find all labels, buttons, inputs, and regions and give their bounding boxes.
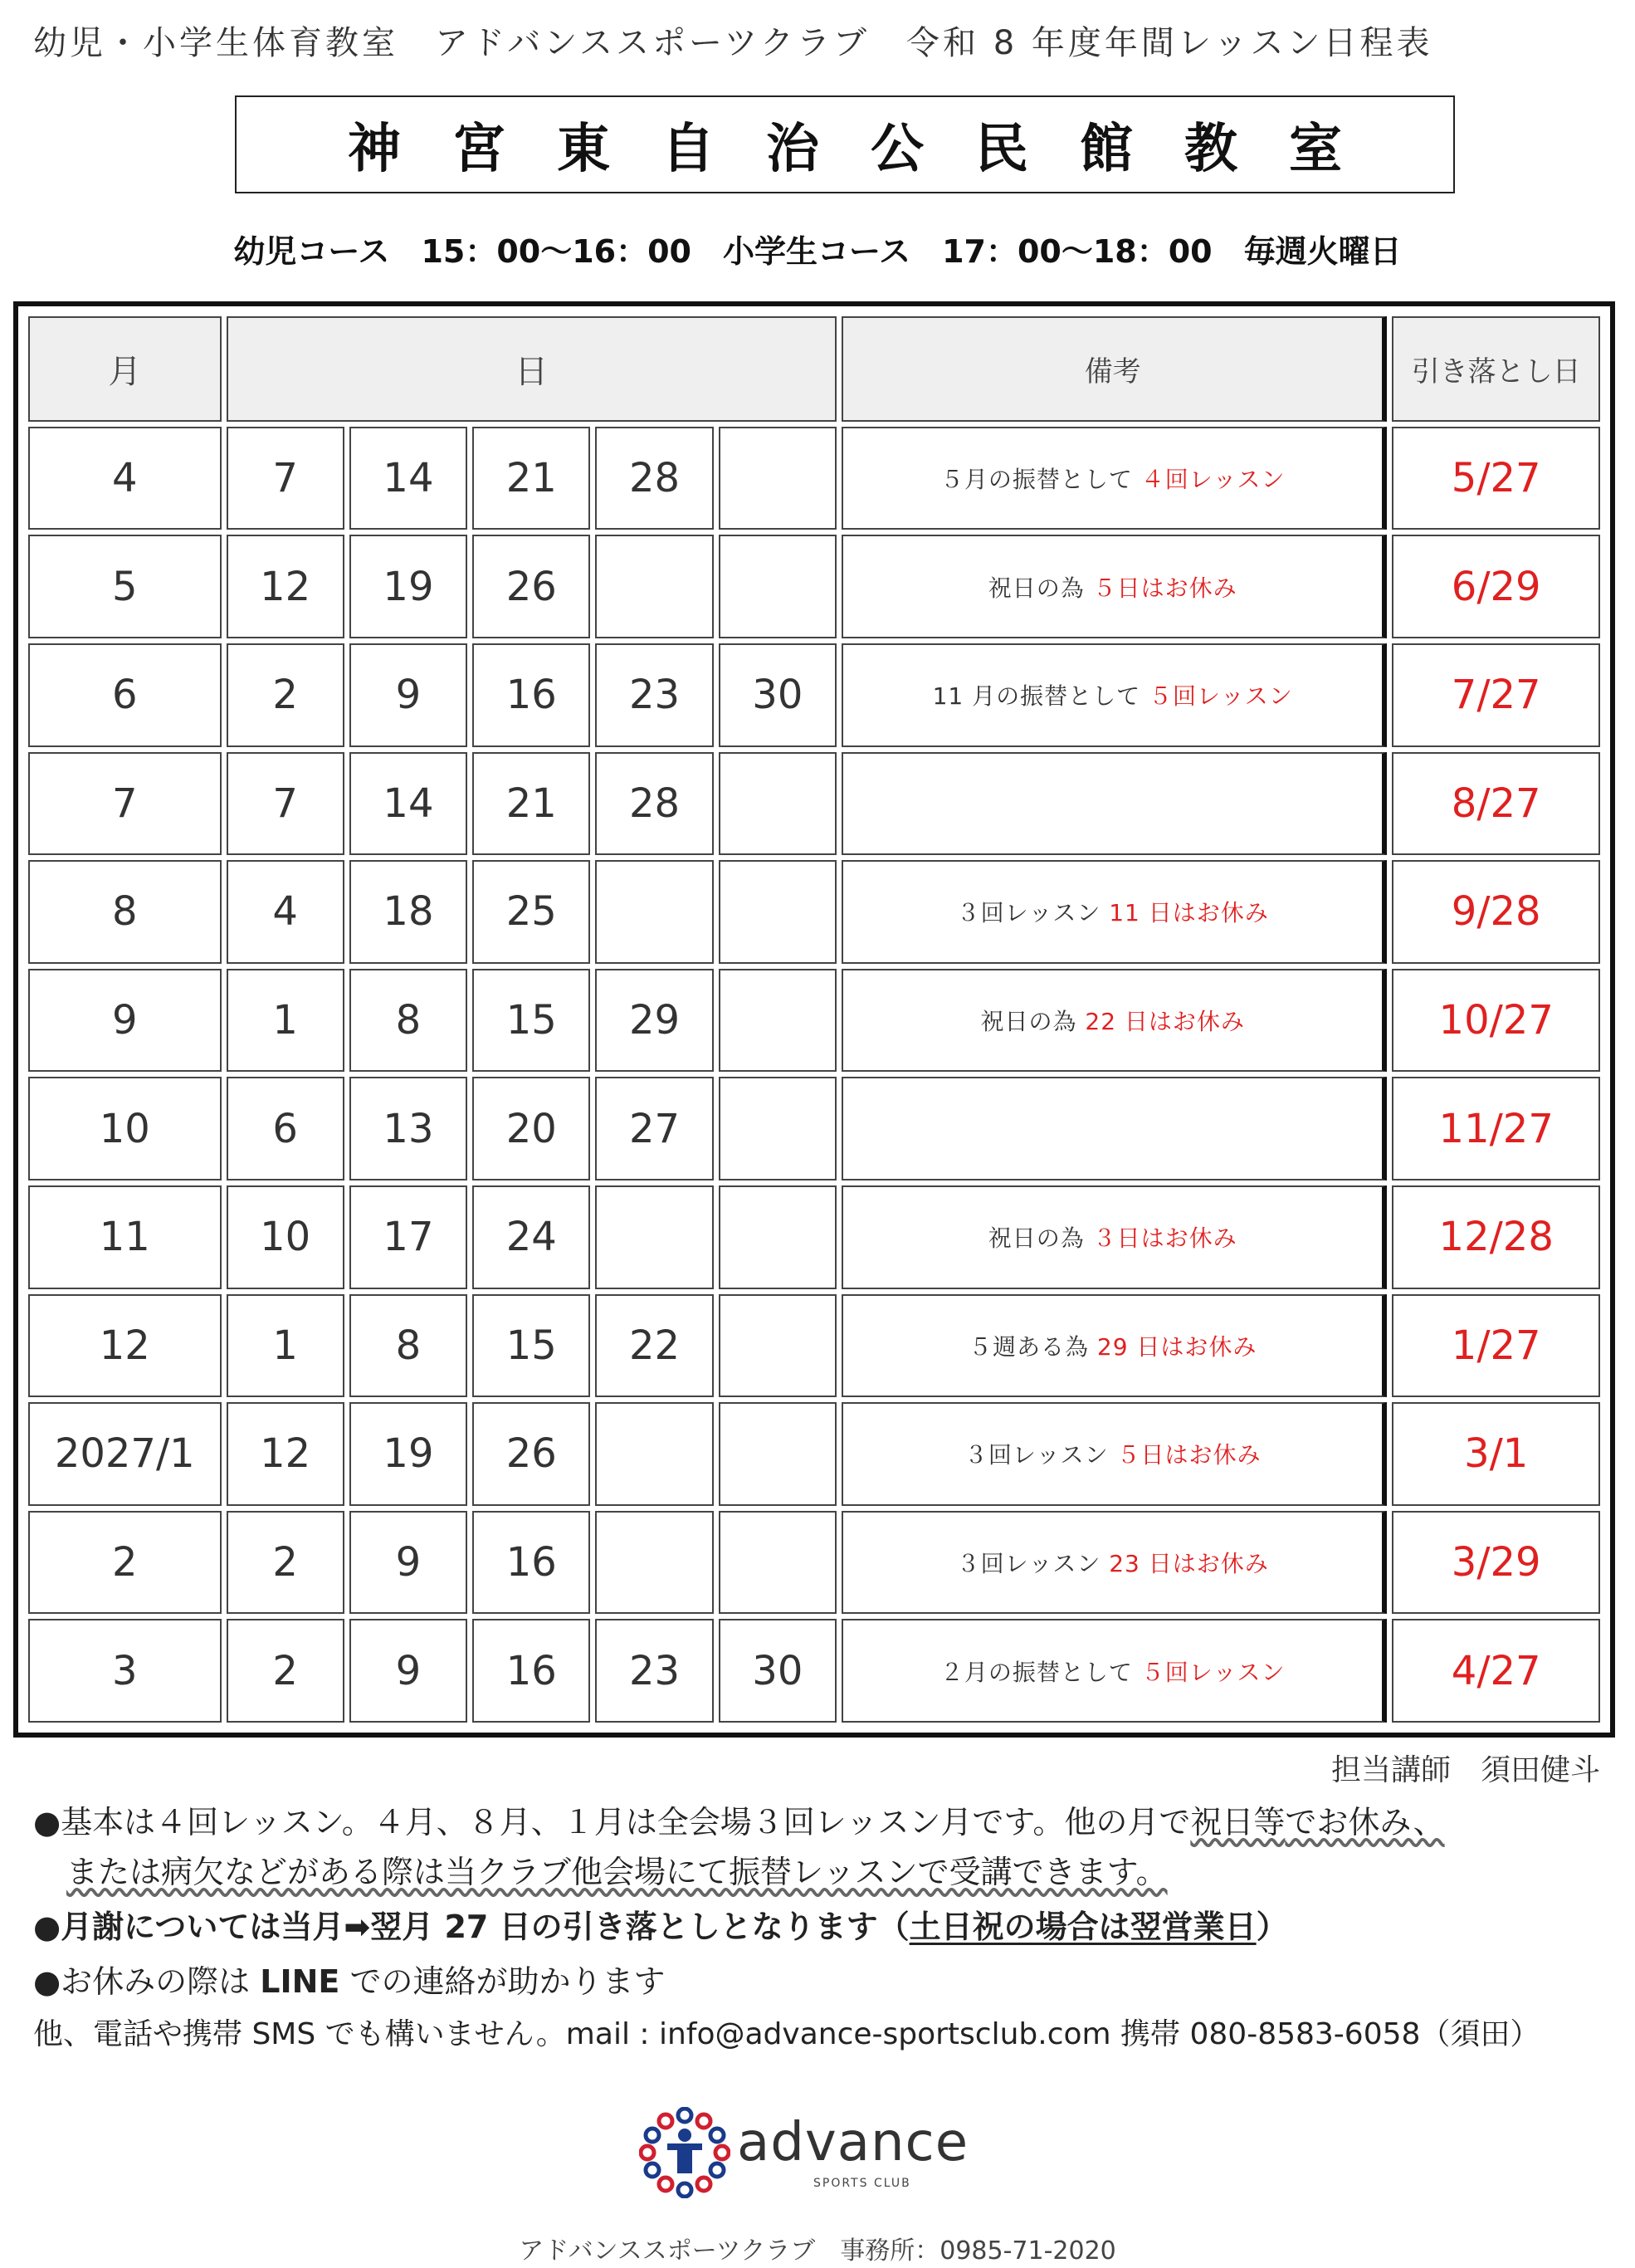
day-cell: 28: [595, 752, 713, 856]
day-cell: 30: [719, 1619, 837, 1723]
note-4-text: ●お休みの際は: [33, 1963, 261, 2000]
day-cell: 9: [349, 1511, 467, 1615]
day-cell: [595, 1402, 713, 1506]
header-month: 月: [28, 316, 222, 422]
month-cell: 11: [28, 1185, 222, 1289]
note-text: ５月の振替として: [940, 465, 1133, 493]
schedule-table: [23, 311, 1605, 1728]
day-cell: [719, 1402, 837, 1506]
note-cell: [842, 1077, 1387, 1180]
note-text: ３回レッスン: [956, 1550, 1101, 1578]
withdraw-date-cell: 4/27: [1392, 1619, 1600, 1723]
day-cell: 8: [349, 1294, 467, 1398]
day-cell: 8: [349, 969, 467, 1073]
note-highlight: ５日はお休み: [1116, 1441, 1262, 1469]
day-cell: 2: [227, 1511, 344, 1615]
note-text: ２月の振替として: [940, 1658, 1133, 1686]
day-cell: 21: [472, 752, 590, 856]
withdraw-date-cell: 5/27: [1392, 427, 1600, 530]
note-cell: [842, 1402, 1387, 1506]
day-cell: 21: [472, 427, 590, 530]
day-cell: 19: [349, 1402, 467, 1506]
note-text: 祝日の為: [988, 1224, 1085, 1253]
table-row: [28, 1619, 1600, 1723]
day-cell: 25: [472, 860, 590, 964]
table-row: [28, 969, 1600, 1073]
note-line-2: [66, 1846, 1168, 1892]
note-cell: [842, 1511, 1387, 1615]
withdraw-date-cell: 10/27: [1392, 969, 1600, 1073]
note-text: ５週ある為: [968, 1332, 1089, 1361]
day-cell: 26: [472, 535, 590, 638]
note-highlight: ３日はお休み: [1092, 1224, 1237, 1253]
month-cell: 9: [28, 969, 222, 1073]
note-1-rest: でお休み、: [1285, 1804, 1445, 1840]
table-row: [28, 1402, 1600, 1506]
header-note: 備考: [842, 316, 1387, 422]
note-cell: [842, 860, 1387, 964]
day-cell: [719, 752, 837, 856]
note-text: 祝日の為: [980, 1008, 1077, 1036]
day-cell: 15: [472, 1294, 590, 1398]
note-3-close: ）: [1256, 1909, 1288, 1945]
table-row: [28, 1185, 1600, 1289]
table-row: [28, 860, 1600, 964]
month-cell: 8: [28, 860, 222, 964]
day-cell: 14: [349, 752, 467, 856]
table-row: [28, 1294, 1600, 1398]
day-cell: [595, 1185, 713, 1289]
note-text: 祝日の為: [988, 574, 1085, 602]
note-cell: [842, 643, 1387, 747]
office-footer: アドバンススポーツクラブ 事務所：0985-71-2020: [519, 2236, 1116, 2266]
note-cell: [842, 1619, 1387, 1723]
month-cell: 5: [28, 535, 222, 638]
month-cell: 6: [28, 643, 222, 747]
withdraw-date-cell: 7/27: [1392, 643, 1600, 747]
withdraw-date-cell: 6/29: [1392, 535, 1600, 638]
day-cell: [595, 1511, 713, 1615]
day-cell: [719, 1185, 837, 1289]
day-cell: 23: [595, 643, 713, 747]
note-highlight: ４回レッスン: [1140, 465, 1286, 493]
table-row: [28, 643, 1600, 747]
day-cell: 17: [349, 1185, 467, 1289]
logo-subtitle: SPORTS CLUB: [813, 2177, 911, 2190]
note-cell: [842, 752, 1387, 856]
day-cell: 10: [227, 1185, 344, 1289]
note-text: ３回レッスン: [964, 1441, 1109, 1469]
day-cell: [719, 969, 837, 1073]
note-highlight: 23 日はお休み: [1109, 1550, 1269, 1578]
course-times: 幼児コース 15：00〜16：00 小学生コース 17：00〜18：00 毎週火曜日: [233, 233, 1402, 270]
month-cell: 12: [28, 1294, 222, 1398]
note-4-rest: での連絡が助かります: [339, 1963, 666, 2000]
note-text: ３回レッスン: [956, 899, 1101, 927]
day-cell: 12: [227, 1402, 344, 1506]
note-cell: [842, 535, 1387, 638]
day-cell: 20: [472, 1077, 590, 1180]
day-cell: 13: [349, 1077, 467, 1180]
month-cell: 2: [28, 1511, 222, 1615]
note-cell: [842, 427, 1387, 530]
withdraw-date-cell: 11/27: [1392, 1077, 1600, 1180]
day-cell: [595, 535, 713, 638]
day-cell: 16: [472, 1511, 590, 1615]
month-cell: 2027/1: [28, 1402, 222, 1506]
note-cell: [842, 1185, 1387, 1289]
header-day: 日: [227, 316, 837, 422]
day-cell: 26: [472, 1402, 590, 1506]
day-cell: [719, 1511, 837, 1615]
document-header: 幼児・小学生体育教室 アドバンススポーツクラブ 令和 8 年度年間レッスン日程表: [33, 24, 1433, 62]
note-highlight: 29 日はお休み: [1096, 1332, 1257, 1361]
day-cell: 30: [719, 643, 837, 747]
day-cell: 19: [349, 535, 467, 638]
day-cell: [719, 535, 837, 638]
day-cell: 1: [227, 969, 344, 1073]
note-highlight: 22 日はお休み: [1085, 1008, 1245, 1036]
day-cell: [719, 1294, 837, 1398]
day-cell: 2: [227, 643, 344, 747]
day-cell: 23: [595, 1619, 713, 1723]
day-cell: [719, 860, 837, 964]
day-cell: 16: [472, 643, 590, 747]
note-4-line: LINE: [260, 1963, 340, 2000]
advance-logo: [639, 2107, 988, 2198]
page-title: 神宮東自治公民館教室: [235, 95, 1455, 193]
header-withdraw: 引き落とし日: [1392, 316, 1600, 422]
note-2-text: または病欠などがある際は当クラブ他会場にて振替レッスンで受講できます。: [66, 1854, 1168, 1890]
day-cell: 4: [227, 860, 344, 964]
note-1-holiday: 祝日等: [1190, 1804, 1286, 1840]
month-cell: 3: [28, 1619, 222, 1723]
day-cell: 14: [349, 427, 467, 530]
instructor-name: 担当講師 須田健斗: [1330, 1753, 1600, 1787]
note-cell: [842, 1294, 1387, 1398]
withdraw-date-cell: 8/27: [1392, 752, 1600, 856]
day-cell: 24: [472, 1185, 590, 1289]
day-cell: [719, 1077, 837, 1180]
withdraw-date-cell: 9/28: [1392, 860, 1600, 964]
schedule-table-frame: [13, 301, 1615, 1738]
month-cell: 4: [28, 427, 222, 530]
note-line-5: 他、電話や携帯 SMS でも構いません。mail : info@advance-sportsclub.com 携帯 080-8583-6058（須田）: [33, 2017, 1540, 2051]
day-cell: 22: [595, 1294, 713, 1398]
day-cell: 12: [227, 535, 344, 638]
note-3-text: ●月謝については当月➡翌月 27 日の引き落としとなります（: [33, 1909, 910, 1945]
day-cell: 2: [227, 1619, 344, 1723]
table-row: [28, 1511, 1600, 1615]
note-cell: [842, 969, 1387, 1073]
day-cell: 16: [472, 1619, 590, 1723]
table-row: [28, 427, 1600, 530]
logo-emblem-icon: [639, 2107, 730, 2198]
logo-wordmark: advance: [737, 2112, 969, 2173]
withdraw-date-cell: 3/1: [1392, 1402, 1600, 1506]
withdraw-date-cell: 1/27: [1392, 1294, 1600, 1398]
table-row: [28, 752, 1600, 856]
day-cell: [595, 860, 713, 964]
day-cell: 7: [227, 752, 344, 856]
note-highlight: ５日はお休み: [1092, 574, 1237, 602]
day-cell: 7: [227, 427, 344, 530]
withdraw-date-cell: 3/29: [1392, 1511, 1600, 1615]
day-cell: 18: [349, 860, 467, 964]
day-cell: 1: [227, 1294, 344, 1398]
note-3-business-day: 土日祝の場合は翌営業日: [909, 1909, 1257, 1945]
table-row: [28, 535, 1600, 638]
note-highlight: ５回レッスン: [1140, 1658, 1286, 1686]
day-cell: [719, 427, 837, 530]
day-cell: 9: [349, 643, 467, 747]
month-cell: 7: [28, 752, 222, 856]
withdraw-date-cell: 12/28: [1392, 1185, 1600, 1289]
day-cell: 9: [349, 1619, 467, 1723]
day-cell: 15: [472, 969, 590, 1073]
table-row: [28, 1077, 1600, 1180]
note-line-4: [33, 1956, 665, 2002]
day-cell: 27: [595, 1077, 713, 1180]
note-line-1: [33, 1796, 1445, 1842]
note-text: 11 月の振替として: [932, 682, 1141, 711]
month-cell: 10: [28, 1077, 222, 1180]
day-cell: 28: [595, 427, 713, 530]
note-line-3: [33, 1901, 1288, 1947]
note-highlight: 11 日はお休み: [1109, 899, 1269, 927]
note-1-text: ●基本は４回レッスン。４月、８月、１月は全会場３回レッスン月です。他の月で: [33, 1804, 1191, 1840]
day-cell: 29: [595, 969, 713, 1073]
day-cell: 6: [227, 1077, 344, 1180]
table-header-row: [28, 316, 1600, 422]
note-highlight: ５回レッスン: [1149, 682, 1293, 711]
